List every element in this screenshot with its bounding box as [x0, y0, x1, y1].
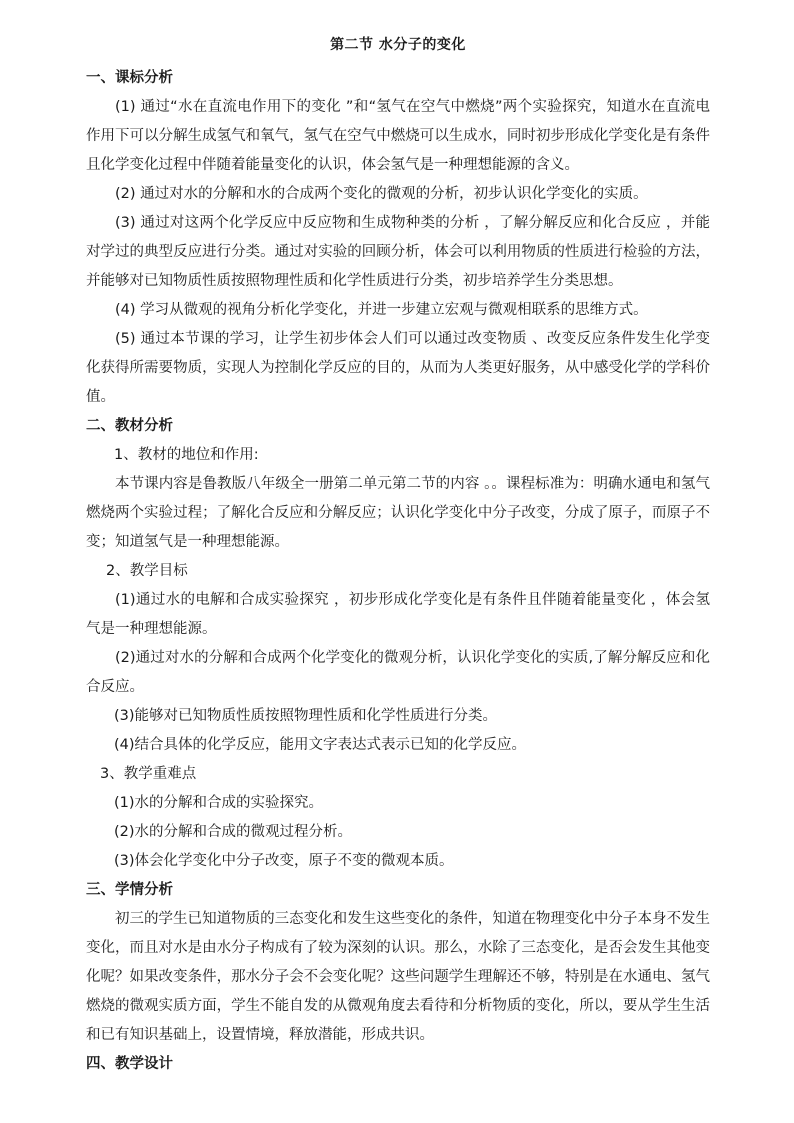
paragraph: 本节课内容是鲁教版八年级全一册第二单元第二节的内容 。。课程标准为：明确水通电和氢气燃烧两个实验过程；了解化合反应和分解反应；认识化学变化中分子改变，分成了原子，而原子不变；知道氢气是一种理想能源。: [86, 476, 710, 550]
list-item: (2)水的分解和合成的微观过程分析。: [114, 824, 353, 840]
subsection-title: 1、教材的地位和作用:: [114, 447, 259, 463]
subsection-title: 3、教学重难点: [100, 766, 197, 782]
list-item: (4)结合具体的化学反应，能用文字表达式表示已知的化学反应。: [114, 737, 527, 753]
section-heading-design: 四、教学设计: [86, 1056, 173, 1072]
paragraph: (3) 通过对这两个化学反应中反应物和生成物种类的分析 ，了解分解反应和化合反应 ，并能对学过的典型反应进行分类。通过对实验的回顾分析，体会可以利用物质的性质进行检验的方法，并能够对已知物质性质按照物理性质和化学性质进行分类，初步培养学生分类思想。: [86, 215, 710, 289]
subsection-title: 2、教学目标: [106, 563, 188, 579]
list-item: (2)通过对水的分解和合成两个化学变化的微观分析，认识化学变化的实质,了解分解反应和化合反应。: [86, 650, 710, 695]
section-heading-textbook: 二、教材分析: [86, 418, 173, 434]
section-heading-students: 三、学情分析: [86, 882, 173, 898]
document-title: 第二节 水分子的变化: [330, 37, 466, 53]
document-page: [86, 34, 710, 1079]
paragraph: (5) 通过本节课的学习，让学生初步体会人们可以通过改变物质 、改变反应条件发生化学变化获得所需要物质，实现人为控制化学反应的目的，从而为人类更好服务，从中感受化学的学科价值。: [86, 331, 710, 405]
section-heading-standards: 一、课标分析: [86, 70, 173, 86]
list-item: (3)能够对已知物质性质按照物理性质和化学性质进行分类。: [114, 708, 498, 724]
paragraph: (4) 学习从微观的视角分析化学变化，并进一步建立宏观与微观相联系的思维方式。: [115, 302, 648, 318]
paragraph: (2) 通过对水的分解和水的合成两个变化的微观的分析，初步认识化学变化的实质。: [115, 186, 648, 202]
list-item: (1)通过水的电解和合成实验探究 ，初步形成化学变化是有条件且伴随着能量变化 ，体会氢气是一种理想能源。: [86, 592, 710, 637]
list-item: (1)水的分解和合成的实验探究。: [114, 795, 324, 811]
list-item: (3)体会化学变化中分子改变，原子不变的微观本质。: [114, 853, 454, 869]
paragraph: (1) 通过“水在直流电作用下的变化 ”和“氢气在空气中燃烧”两个实验探究，知道水在直流电作用下可以分解生成氢气和氧气，氢气在空气中燃烧可以生成水，同时初步形成化学变化是有条件且化学变化过程中伴随着能量变化的认识，体会氢气是一种理想能源的含义。: [86, 99, 710, 173]
paragraph: 初三的学生已知道物质的三态变化和发生这些变化的条件，知道在物理变化中分子本身不发生变化，而且对水是由水分子构成有了较为深刻的认识。那么，水除了三态变化，是否会发生其他变化呢？如果改变条件，那水分子会不会变化呢？这些问题学生理解还不够，特别是在水通电、氢气燃烧的微观实质方面，学生不能自发的从微观角度去看待和分析物质的变化，所以，要从学生生活和已有知识基础上，设置情境，释放潜能，形成共识。: [86, 911, 710, 1043]
